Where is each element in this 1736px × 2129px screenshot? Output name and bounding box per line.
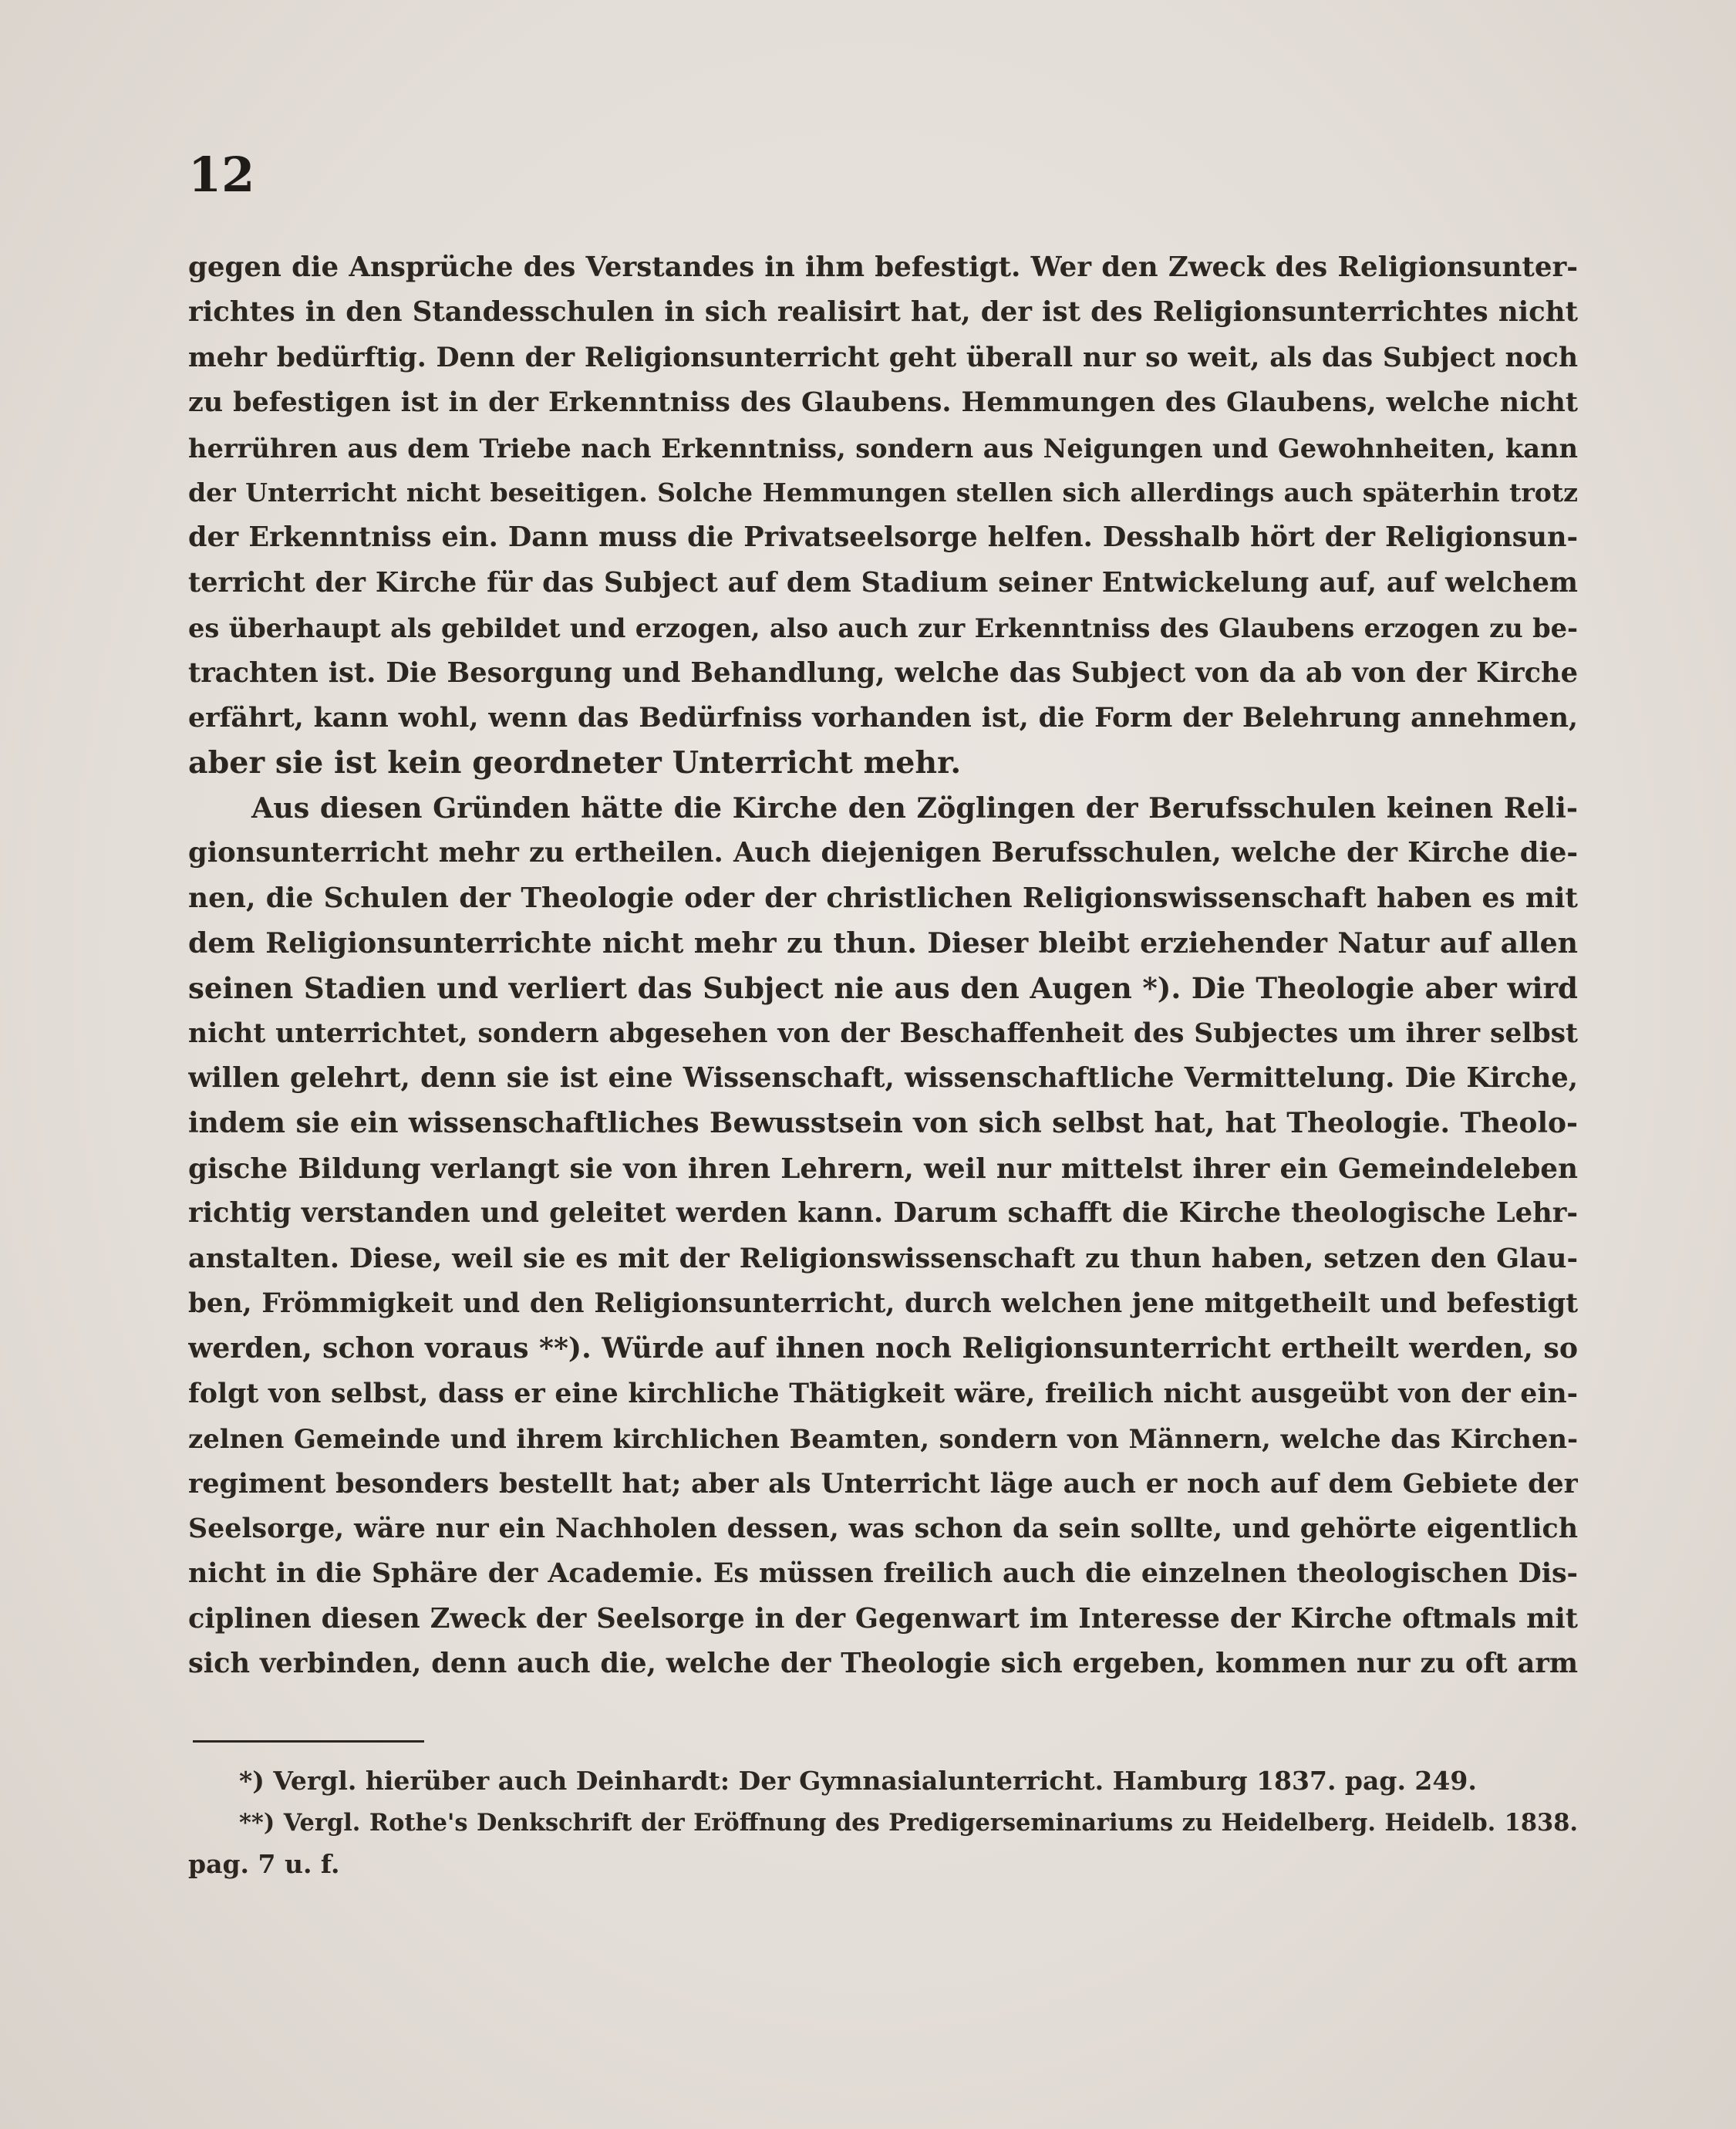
text-line: ciplinen diesen Zweck der Seelsorge in der Gegenwart im Interesse der Kirche oftmals mit [188, 1602, 1578, 1635]
text-line: terricht der Kirche für das Subject auf dem Stadium seiner Entwickelung auf, auf welchem [188, 566, 1578, 599]
text-line: dem Religionsunterrichte nicht mehr zu thun. Dieser bleibt erziehender Natur auf allen [188, 926, 1578, 960]
text-line: willen gelehrt, denn sie ist eine Wissenschaft, wissenschaftliche Vermittelung. Die Kirche, [188, 1062, 1578, 1095]
text-line: nen, die Schulen der Theologie oder der christlichen Religionswissenschaft haben es mit [188, 882, 1578, 915]
text-line: erfährt, kann wohl, wenn das Bedürfniss vorhanden ist, die Form der Belehrung annehmen, [188, 701, 1578, 734]
page-number: 12 [188, 147, 255, 203]
text-line: richtes in den Standesschulen in sich realisirt hat, der ist des Religionsunterrichtes nicht [188, 296, 1578, 329]
footnote: **) Vergl. Rothe's Denkschrift der Eröffnung des Predigerseminariums zu Heidelberg. Heidelb. 1838. [239, 1809, 1578, 1837]
body-text [188, 245, 1578, 1687]
text-line: folgt von selbst, dass er eine kirchliche Thätigkeit wäre, freilich nicht ausgeübt von der ein- [188, 1378, 1578, 1409]
text-line: seinen Stadien und verliert das Subject nie aus den Augen *). Die Theologie aber wird [188, 971, 1578, 1006]
text-line: Seelsorge, wäre nur ein Nachholen dessen, was schon da sein sollte, und gehörte eigentlich [188, 1512, 1578, 1544]
text-line: nicht in die Sphäre der Academie. Es müssen freilich auch die einzelnen theologischen Dis- [188, 1557, 1578, 1590]
text-line: regiment besonders bestellt hat; aber als Unterricht läge auch er noch auf dem Gebiete der [188, 1467, 1578, 1500]
text-line: ben, Frömmigkeit und den Religionsunterricht, durch welchen jene mitgetheilt und befestigt [188, 1287, 1578, 1319]
text-line: Aus diesen Gründen hätte die Kirche den Zöglingen der Berufsschulen keinen Reli- [251, 791, 1578, 825]
text-line: anstalten. Diese, weil sie es mit der Religionswissenschaft zu thun haben, setzen den Glau- [188, 1242, 1578, 1274]
text-line: mehr bedürftig. Denn der Religionsunterricht geht überall nur so weit, als das Subject noch [188, 342, 1578, 373]
text-line: werden, schon voraus **). Würde auf ihnen noch Religionsunterricht ertheilt werden, so [188, 1331, 1578, 1365]
text-line: richtig verstanden und geleitet werden kann. Darum schafft die Kirche theologische Lehr- [188, 1197, 1578, 1230]
text-line: trachten ist. Die Besorgung und Behandlung, welche das Subject von da ab von der Kirche [188, 656, 1578, 689]
text-line: aber sie ist kein geordneter Unterricht mehr. [188, 745, 962, 781]
footnotes [188, 1760, 1578, 1885]
text-line: indem sie ein wissenschaftliches Bewusstsein von sich selbst hat, hat Theologie. Theolo- [188, 1107, 1578, 1140]
text-line: gionsunterricht mehr zu ertheilen. Auch diejenigen Berufsschulen, welche der Kirche die- [188, 837, 1578, 869]
text-line: gegen die Ansprüche des Verstandes in ihm befestigt. Wer den Zweck des Religionsunter- [188, 251, 1578, 283]
text-line: sich verbinden, denn auch die, welche der Theologie sich ergeben, kommen nur zu oft arm [188, 1648, 1578, 1680]
text-line: herrühren aus dem Triebe nach Erkenntniss, sondern aus Neigungen und Gewohnheiten, kann [188, 432, 1578, 464]
text-line: zelnen Gemeinde und ihrem kirchlichen Beamten, sondern von Männern, welche das Kirchen- [188, 1423, 1578, 1455]
footnote-rule [193, 1740, 424, 1743]
text-line: zu befestigen ist in der Erkenntniss des Glaubens. Hemmungen des Glaubens, welche nicht [188, 386, 1578, 419]
footnote: *) Vergl. hierüber auch Deinhardt: Der Gymnasialunterricht. Hamburg 1837. pag. 249. [239, 1766, 1477, 1796]
text-line: der Erkenntniss ein. Dann muss die Privatseelsorge helfen. Desshalb hört der Religionsun- [188, 521, 1578, 554]
text-line: der Unterricht nicht beseitigen. Solche Hemmungen stellen sich allerdings auch späterhin trotz [188, 477, 1578, 508]
text-line: es überhaupt als gebildet und erzogen, also auch zur Erkenntniss des Glaubens erzogen zu be- [188, 612, 1578, 644]
text-line: nicht unterrichtet, sondern abgesehen von der Beschaffenheit des Subjectes um ihrer selbst [188, 1017, 1578, 1049]
text-line: gische Bildung verlangt sie von ihren Lehrern, weil nur mittelst ihrer ein Gemeindeleben [188, 1152, 1578, 1185]
footnote-continuation: pag. 7 u. f. [188, 1849, 340, 1879]
